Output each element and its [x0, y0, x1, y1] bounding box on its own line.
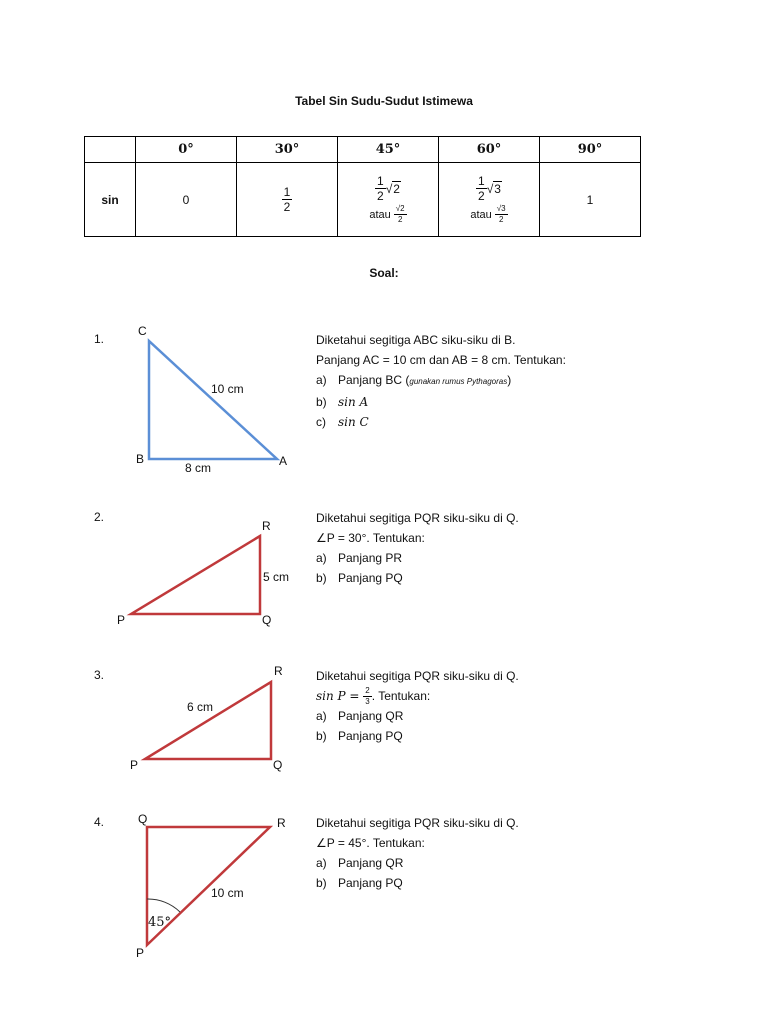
problem-3-text [316, 666, 519, 746]
problem-number: 3. [94, 668, 105, 682]
angle-label: 45° [148, 915, 172, 930]
problem-line: Diketahui segitiga PQR siku-siku di Q. [316, 511, 519, 525]
option-a: a) Panjang BC (gunakan rumus Pythagoras) [316, 373, 512, 387]
value-cell: 1 [540, 163, 641, 237]
triangle-pqr-2 [131, 536, 260, 614]
vertex-label: A [279, 454, 288, 468]
page-title: Tabel Sin Sudu-Sudut Istimewa [295, 94, 473, 108]
problem-number: 2. [94, 510, 105, 524]
side-label: 10 cm [211, 886, 244, 900]
vertex-label: R [277, 816, 286, 830]
problem-number: 4. [94, 815, 105, 829]
vertex-label: Q [273, 758, 283, 772]
fraction: $\frac{1}{2}$ [377, 174, 384, 203]
fraction: $\frac{1}{2}$ [478, 174, 485, 203]
option-b: b) Panjang PQ [316, 729, 403, 744]
option-c: c) sin C [316, 415, 369, 429]
fraction: $\frac{2}{3}$ [365, 686, 370, 707]
problem-4-text [316, 813, 519, 893]
problem-line: ∠P = 30°. Tentukan: [316, 531, 425, 545]
problem-number: 1. [94, 332, 105, 346]
atau-label: atau [369, 208, 391, 221]
side-label: 10 cm [211, 382, 244, 396]
soal-heading: Soal: [369, 266, 399, 280]
vertex-label: P [136, 946, 145, 960]
problem-line: Diketahui segitiga PQR siku-siku di Q. [316, 669, 519, 683]
option-b: b) Panjang PQ [316, 876, 403, 890]
header-cell: 0° [136, 137, 237, 163]
vertex-label: P [130, 758, 139, 772]
header-cell: 45° [338, 137, 439, 163]
fraction: $\frac{√3}{2}$ [496, 204, 506, 224]
side-label: 5 cm [263, 570, 290, 584]
problem-2-text [316, 508, 519, 588]
problem-line: ∠P = 45°. Tentukan: [316, 836, 425, 850]
problem-line: sin P = $\frac{2}{3}$ . Tentukan: [316, 686, 431, 707]
triangle-pqr-3 [145, 682, 271, 759]
problem-line: Diketahui segitiga PQR siku-siku di Q. [316, 816, 519, 830]
problem-1-text [316, 330, 566, 432]
fraction: $\frac{1}{2}$ [283, 185, 291, 214]
row-label: sin [85, 163, 136, 237]
angle-arc [147, 899, 180, 912]
vertex-label: Q [138, 812, 148, 826]
atau-label: atau [470, 208, 492, 221]
vertex-label: P [117, 613, 126, 627]
option-b: b) Panjang PQ [316, 571, 403, 585]
option-a: a) Panjang QR [316, 709, 404, 724]
vertex-label: R [262, 519, 271, 533]
vertex-label: R [274, 664, 283, 678]
header-cell: 90° [540, 137, 641, 163]
vertex-label: C [138, 324, 147, 338]
sqrt-symbol: √3 [486, 181, 501, 196]
sqrt-symbol: √2 [385, 181, 400, 196]
option-a: a) Panjang QR [316, 856, 404, 870]
triangle-abc [149, 341, 277, 459]
value-cell: 0 [136, 163, 237, 237]
option-b: b) sin A [316, 395, 369, 409]
side-label: 8 cm [185, 461, 212, 475]
option-a: a) Panjang PR [316, 551, 403, 565]
vertex-label: B [136, 452, 145, 466]
side-label: 6 cm [187, 700, 214, 714]
fraction: $\frac{√2}{2}$ [395, 204, 405, 224]
vertex-label: Q [262, 613, 272, 627]
problem-line: Panjang AC = 10 cm dan AB = 8 cm. Tentukan: [316, 353, 566, 367]
header-cell: 30° [237, 137, 338, 163]
problem-line: Diketahui segitiga ABC siku-siku di B. [316, 333, 516, 347]
header-cell: 60° [439, 137, 540, 163]
